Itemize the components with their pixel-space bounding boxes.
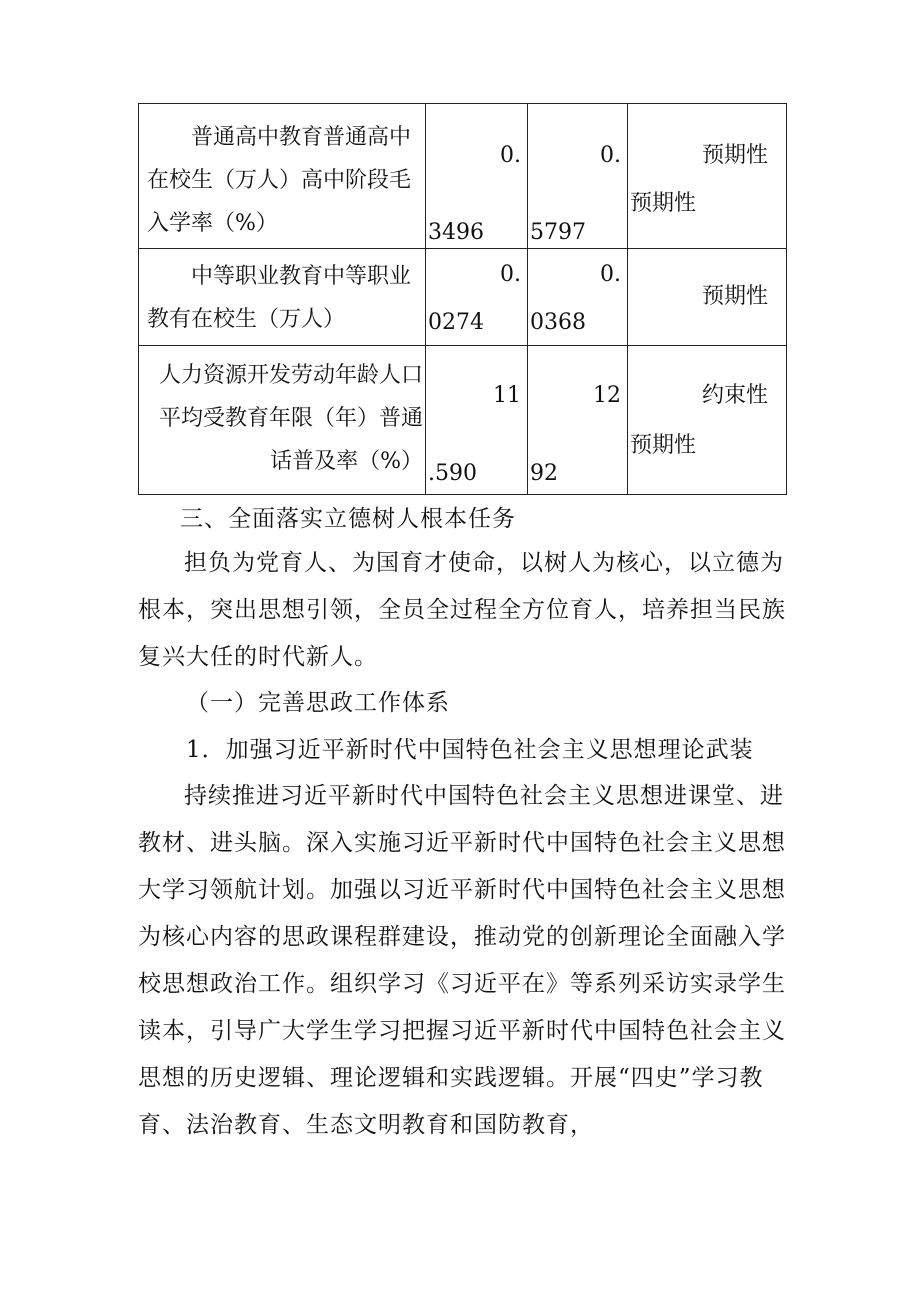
table-row [139, 104, 787, 249]
value-bottom: .590 [428, 461, 477, 486]
section-heading: 三、全面落实立德树人根本任务 [180, 506, 516, 532]
table-row [139, 249, 787, 346]
value-top: 11 [493, 383, 521, 408]
value-top: 0. [600, 143, 621, 168]
value-cell-2025 [528, 104, 628, 249]
indicator-name-cell [139, 104, 426, 249]
value-bottom: 0368 [530, 310, 586, 335]
value-top: 12 [593, 383, 621, 408]
attribute-cell [628, 249, 787, 346]
value-top: 0. [500, 262, 521, 287]
attribute-label: 预期性 [701, 284, 768, 309]
value-bottom: 5797 [530, 220, 586, 245]
indicator-name-line: 入学率（%） [147, 211, 278, 236]
attribute-label: 预期性 [701, 143, 768, 168]
value-cell-2020 [426, 104, 528, 249]
value-cell-2020 [426, 346, 528, 495]
attribute-cell [628, 346, 787, 495]
value-cell-2025 [528, 346, 628, 495]
value-top: 0. [600, 262, 621, 287]
item-paragraph: 持续推进习近平新时代中国特色社会主义思想进课堂、进教材、进头脑。深入实施习近平新时代中国特色社会主义思想大学习领航计划。加强以习近平新时代中国特色社会主义思想为核心内容的思政课程群建设，推动党的创新理论全面融入学校思想政治工作。组织学习《习近平在》等系列采访实录学生读本，引导广大学生学习把握习近平新时代中国特色社会主义思想的历史逻辑、理论逻辑和实践逻辑。开展“四史”学习教育、法治教育、生态文明教育和国防教育， [138, 783, 786, 1138]
attribute-label: 约束性 [701, 383, 768, 408]
attribute-label: 预期性 [630, 191, 697, 216]
value-bottom: 92 [530, 461, 558, 486]
indicator-name-line: 普通高中教育普通高中 [191, 125, 412, 150]
indicator-name-cell [139, 346, 426, 495]
table-row [139, 346, 787, 495]
indicator-name-cell [139, 249, 426, 346]
indicator-table [138, 103, 787, 495]
value-bottom: 0274 [428, 310, 484, 335]
value-bottom: 3496 [428, 220, 484, 245]
indicator-name-line: 平均受教育年限（年）普通 [158, 406, 423, 431]
value-cell-2025 [528, 249, 628, 346]
indicator-name-line: 人力资源开发劳动年龄人口 [158, 363, 423, 388]
indicator-name-line: 教有在校生（万人） [147, 307, 346, 332]
section-paragraph: 担负为党育人、为国育才使命，以树人为核心，以立德为根本，突出思想引领，全员全过程全方位育人，培养担当民族复兴大任的时代新人。 [138, 550, 786, 670]
attribute-label: 预期性 [630, 433, 697, 458]
indicator-name-line: 话普及率（%） [270, 449, 423, 474]
indicator-name-line: 中等职业教育中等职业 [191, 264, 412, 289]
subsection-heading: （一）完善思政工作体系 [186, 690, 450, 716]
value-top: 0. [500, 143, 521, 168]
item-heading: 1．加强习近平新时代中国特色社会主义思想理论武装 [186, 737, 754, 763]
indicator-name-line: 在校生（万人）高中阶段毛 [147, 168, 412, 193]
attribute-cell [628, 104, 787, 249]
value-cell-2020 [426, 249, 528, 346]
